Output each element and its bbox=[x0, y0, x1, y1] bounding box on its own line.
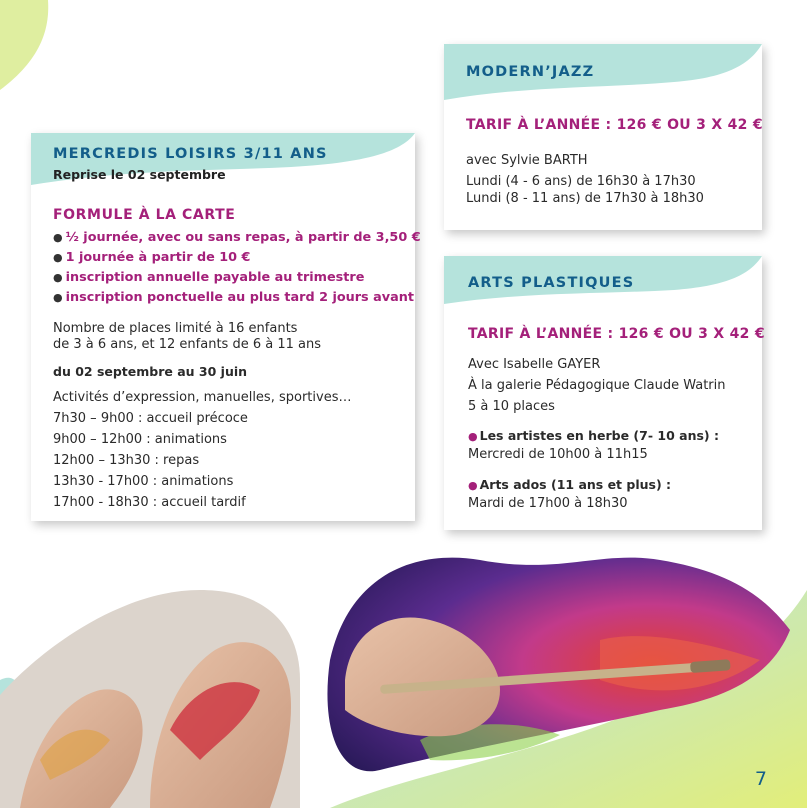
schedule-item: 13h30 - 17h00 : animations bbox=[53, 474, 234, 489]
schedule-item: 7h30 – 9h00 : accueil précoce bbox=[53, 411, 248, 426]
group-time: Mardi de 17h00 à 18h30 bbox=[468, 496, 628, 511]
session-text: Lundi (8 - 11 ans) de 17h30 à 18h30 bbox=[466, 191, 704, 206]
mercredis-loisirs-card bbox=[31, 133, 421, 521]
decorative-blob-top-left bbox=[0, 0, 60, 100]
card-subtitle: Reprise le 02 septembre bbox=[53, 167, 226, 182]
bottom-photo-collage bbox=[0, 530, 807, 808]
group-title: ● Arts ados (11 ans et plus) : bbox=[468, 477, 672, 492]
info-text: 5 à 10 places bbox=[468, 399, 555, 414]
formula-bullet: ● inscription annuelle payable au trimestre bbox=[53, 270, 365, 285]
places-text: Nombre de places limité à 16 enfants bbox=[53, 321, 298, 336]
formula-title: FORMULE À LA CARTE bbox=[53, 207, 236, 223]
activities-text: Activités d’expression, manuelles, sportives… bbox=[53, 390, 352, 405]
card-title: MERCREDIS LOISIRS 3/11 ANS bbox=[53, 146, 328, 162]
places-text: de 3 à 6 ans, et 12 enfants de 6 à 11 ans bbox=[53, 337, 321, 352]
group-title: ● Les artistes en herbe (7- 10 ans) : bbox=[468, 428, 719, 443]
card-title: MODERN’JAZZ bbox=[466, 64, 595, 80]
page-number: 7 bbox=[754, 768, 767, 790]
formula-bullet: ● 1 journée à partir de 10 € bbox=[53, 250, 251, 265]
schedule-item: 9h00 – 12h00 : animations bbox=[53, 432, 227, 447]
info-text: À la galerie Pédagogique Claude Watrin bbox=[468, 378, 726, 393]
teacher-text: avec Sylvie BARTH bbox=[466, 153, 588, 168]
tarif-text: TARIF À L’ANNÉE : 126 € OU 3 X 42 € bbox=[468, 326, 765, 342]
formula-bullet: ● inscription ponctuelle au plus tard 2 jours avant bbox=[53, 290, 414, 305]
tarif-text: TARIF À L’ANNÉE : 126 € OU 3 X 42 € bbox=[466, 117, 763, 133]
info-text: Avec Isabelle GAYER bbox=[468, 357, 601, 372]
group-time: Mercredi de 10h00 à 11h15 bbox=[468, 447, 648, 462]
schedule-item: 12h00 – 13h30 : repas bbox=[53, 453, 200, 468]
modern-jazz-card bbox=[444, 44, 762, 230]
arts-plastiques-card bbox=[444, 256, 765, 530]
card-title: ARTS PLASTIQUES bbox=[468, 275, 635, 291]
formula-bullet: ● ½ journée, avec ou sans repas, à partir de 3,50 € bbox=[53, 230, 421, 245]
session-text: Lundi (4 - 6 ans) de 16h30 à 17h30 bbox=[466, 174, 696, 189]
period-text: du 02 septembre au 30 juin bbox=[53, 364, 248, 379]
schedule-item: 17h00 - 18h30 : accueil tardif bbox=[53, 495, 246, 510]
